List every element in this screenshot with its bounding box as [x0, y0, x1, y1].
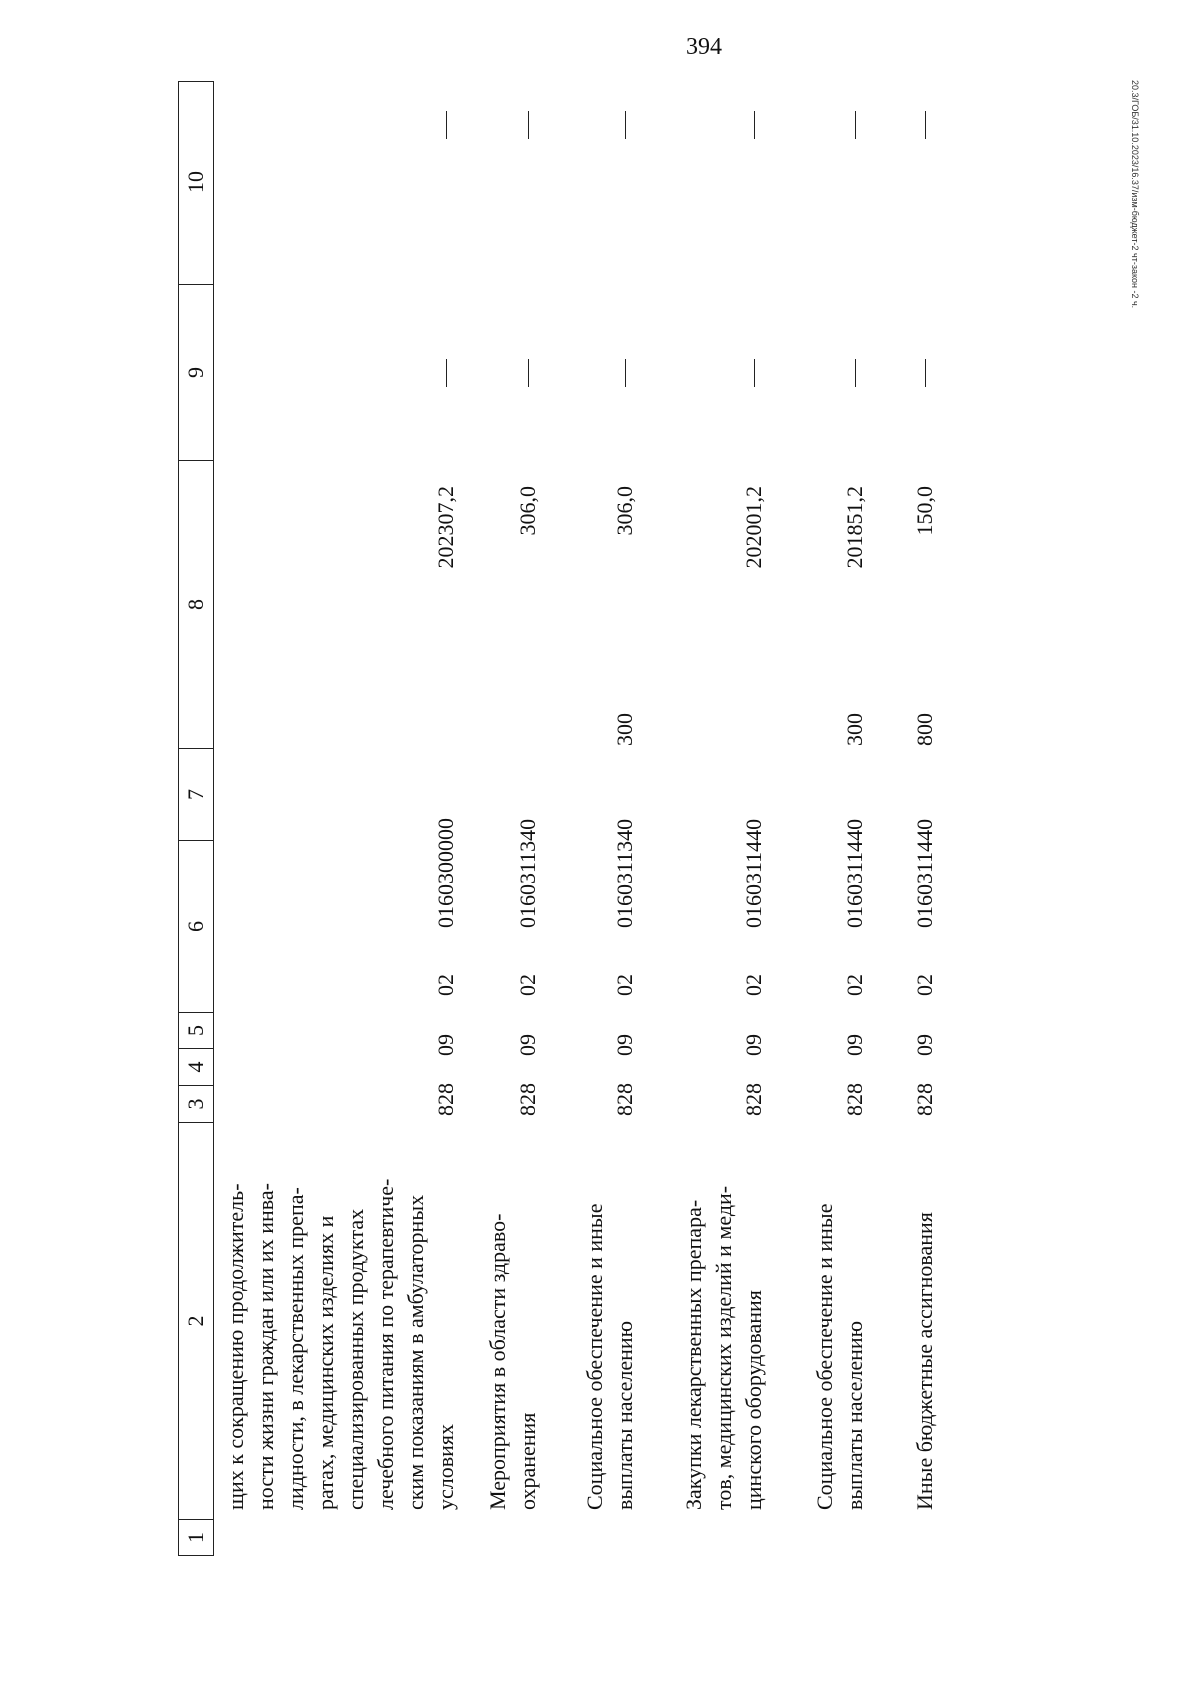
cell-c5: 02 — [515, 974, 540, 996]
empty-value-dash — [754, 111, 755, 139]
header-cell: 1 — [179, 1519, 213, 1555]
empty-value-dash — [925, 359, 926, 387]
cell-c8: 202307,2 — [433, 486, 458, 569]
cell-c4: 09 — [433, 1034, 458, 1056]
empty-value-dash — [528, 111, 529, 139]
cell-c3: 828 — [741, 1083, 766, 1116]
cell-c5: 02 — [433, 974, 458, 996]
cell-c3: 828 — [612, 1083, 637, 1116]
cell-c3: 828 — [842, 1083, 867, 1116]
cell-c5: 02 — [842, 974, 867, 996]
header-cell: 6 — [179, 840, 213, 1012]
cell-c6: 0160300000 — [433, 818, 458, 928]
cell-c7: 300 — [842, 713, 867, 746]
cell-c4: 09 — [842, 1034, 867, 1056]
cell-c4: 09 — [515, 1034, 540, 1056]
empty-value-dash — [528, 359, 529, 387]
cell-c7: 800 — [912, 713, 937, 746]
cell-c6: 0160311340 — [515, 818, 540, 928]
cell-c4: 09 — [741, 1034, 766, 1056]
cell-c8: 201851,2 — [842, 486, 867, 569]
row-name: Социальное обеспечение и иные выплаты населению — [812, 1203, 867, 1510]
empty-value-dash — [625, 111, 626, 139]
cell-c6: 0160311440 — [842, 818, 867, 928]
empty-value-dash — [925, 111, 926, 139]
empty-value-dash — [855, 111, 856, 139]
row-name: щих к сокращению продолжитель- ности жизни граждан или их инва- лидности, в лекарственных препа- ратах, медицинских изделиях и специализированных продуктах лечебного питания по терапевтиче- ским показаниям в амбулаторных условиях — [223, 1178, 458, 1510]
header-cell: 4 — [179, 1048, 213, 1085]
header-cell: 8 — [179, 460, 213, 748]
empty-value-dash — [446, 359, 447, 387]
cell-c5: 02 — [741, 974, 766, 996]
cell-c6: 0160311440 — [741, 818, 766, 928]
header-cell: 9 — [179, 284, 213, 460]
header-cell: 10 — [183, 171, 208, 193]
table-header — [178, 81, 214, 1556]
cell-c4: 09 — [612, 1034, 637, 1056]
row-name: Мероприятия в области здраво- охранения — [485, 1213, 540, 1510]
page-number: 394 — [686, 34, 722, 60]
cell-c8: 150,0 — [912, 486, 937, 536]
header-cell: 5 — [179, 1012, 213, 1048]
row-name: Социальное обеспечение и иные выплаты населению — [582, 1203, 637, 1510]
cell-c3: 828 — [433, 1083, 458, 1116]
cell-c8: 202001,2 — [741, 486, 766, 569]
cell-c4: 09 — [912, 1034, 937, 1056]
header-cell: 3 — [179, 1085, 213, 1122]
header-cell: 2 — [179, 1122, 213, 1519]
empty-value-dash — [446, 111, 447, 139]
cell-c8: 306,0 — [515, 486, 540, 536]
budget-table — [178, 81, 998, 1556]
empty-value-dash — [625, 359, 626, 387]
row-name: Закупки лекарственных препара- тов, медицинских изделий и меди- цинского оборудования — [681, 1185, 766, 1510]
cell-c6: 0160311440 — [912, 818, 937, 928]
cell-c7: 300 — [612, 713, 637, 746]
row-name: Иные бюджетные ассигнования — [912, 1212, 937, 1510]
document-code: 20.3/ГОБ/31.10.2023/16.37/изм-бюджет-2 чт-закон -2 ч. — [1130, 80, 1140, 309]
cell-c5: 02 — [912, 974, 937, 996]
cell-c8: 306,0 — [612, 486, 637, 536]
cell-c5: 02 — [612, 974, 637, 996]
cell-c3: 828 — [515, 1083, 540, 1116]
cell-c3: 828 — [912, 1083, 937, 1116]
cell-c6: 0160311340 — [612, 818, 637, 928]
empty-value-dash — [855, 359, 856, 387]
empty-value-dash — [754, 359, 755, 387]
header-cell: 7 — [179, 748, 213, 840]
